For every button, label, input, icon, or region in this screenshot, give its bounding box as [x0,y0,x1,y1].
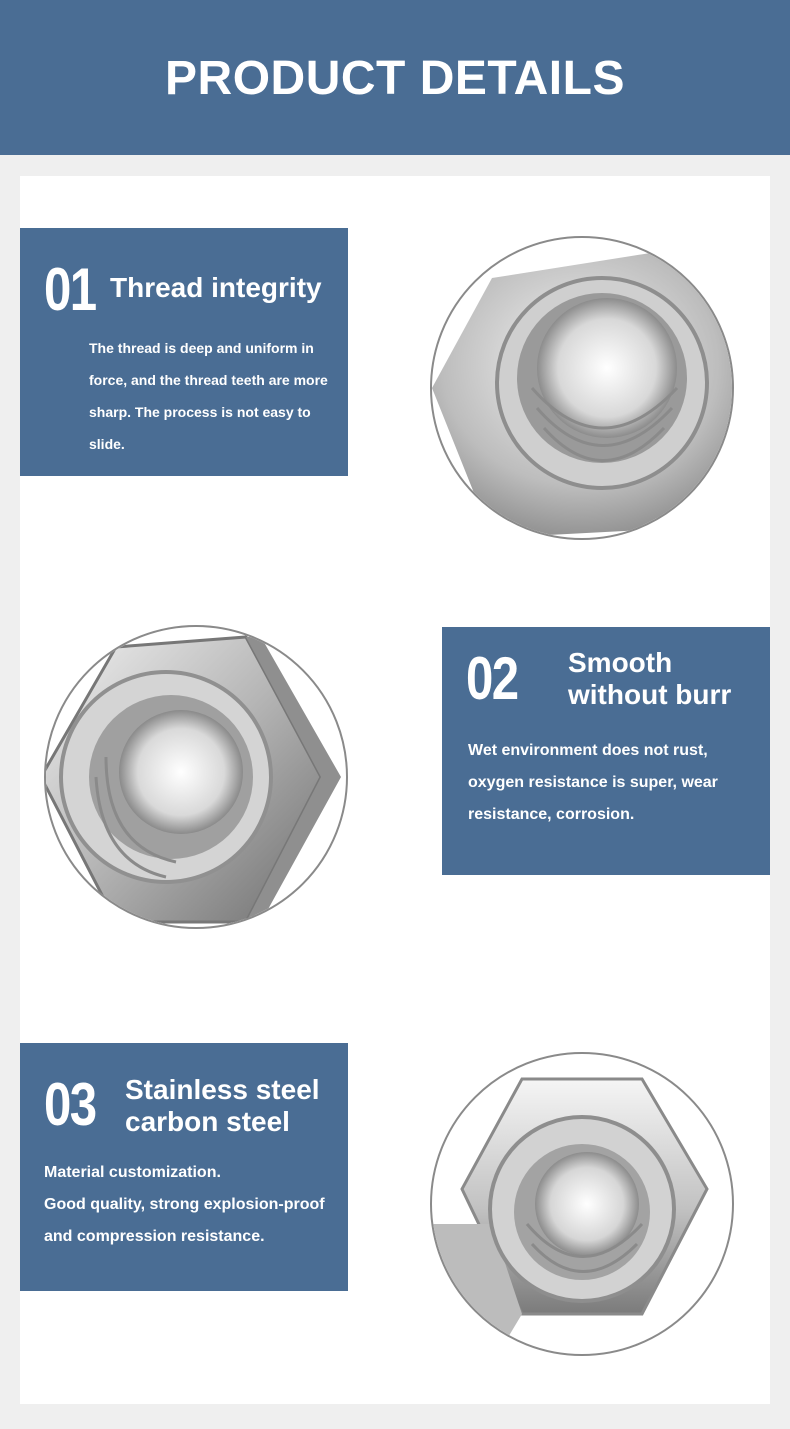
feature-title: Stainless steel carbon steel [125,1074,320,1137]
hex-nut-photo-icon [44,625,348,929]
feature-description: The thread is deep and uniform in force, and the thread teeth are more sharp. The process is not easy to slide. [89,340,328,452]
feature-card-stainless-steel [20,1043,348,1291]
feature-card-smooth-without-burr [442,627,770,875]
page-header [0,0,790,155]
feature-title: Smooth without burr [568,647,732,710]
feature-number: 03 [44,1071,96,1138]
feature-number: 01 [44,256,96,323]
hex-nut-photo-icon [430,1052,734,1356]
feature-description [44,1157,344,1253]
hex-nut-photo-icon [430,236,734,540]
feature-description: Wet environment does not rust, oxygen resistance is super, wear resistance, corrosion. [468,742,718,823]
page-title: PRODUCT DETAILS [165,52,625,105]
feature-description-line: Material customization. [44,1164,221,1181]
feature-title: Thread integrity [110,272,322,303]
feature-description-line: Good quality, strong explosion-proof and compression resistance. [44,1196,325,1245]
feature-number: 02 [466,645,518,712]
feature-card-thread-integrity [20,228,348,476]
